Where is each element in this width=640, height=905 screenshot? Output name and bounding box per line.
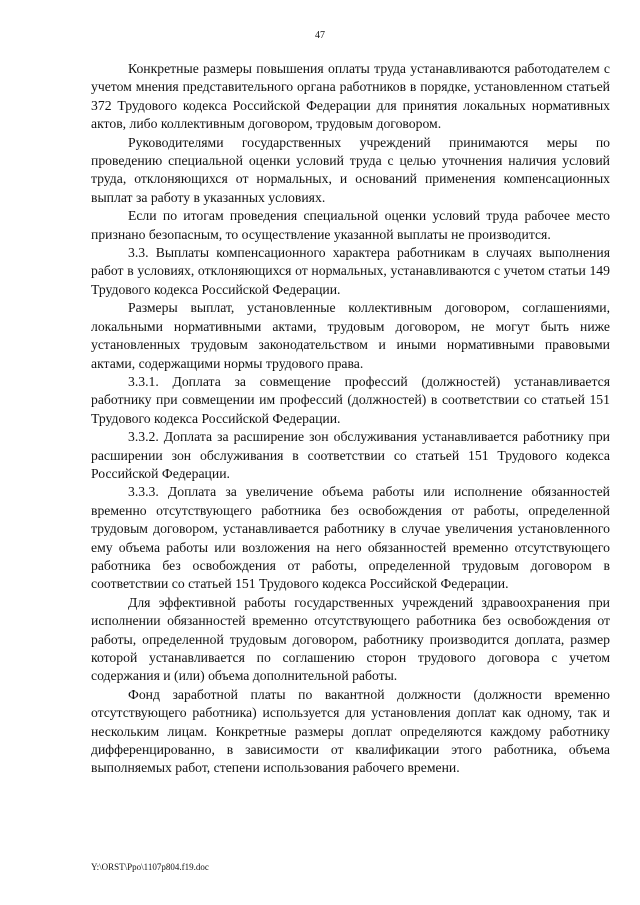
paragraph: Если по итогам проведения специальной оценки условий труда рабочее место признано безопасным, то осуществление указанной выплаты не производится. xyxy=(91,208,610,242)
page-number: 47 xyxy=(315,30,325,41)
paragraph: 3.3.2. Доплата за расширение зон обслуживания устанавливается работнику при расширении зон обслуживания в соответствии со статьей 151 Трудового кодекса Российской Федерации. xyxy=(91,429,610,481)
paragraph: 3.3.1. Доплата за совмещение профессий (должностей) устанавливается работнику при совмещении им профессий (должностей) в соответствии со статьей 151 Трудового кодекса Российской Федерации. xyxy=(91,373,610,426)
paragraph: 3.3. Выплаты компенсационного характера работникам в случаях выполнения работ в условиях, отклоняющихся от нормальных, устанавливаются с учетом статьи 149 Трудового кодекса Российской Федерации. xyxy=(91,245,610,297)
paragraph: Руководителями государственных учреждений принимаются меры по проведению специальной оценки условий труда с целью уточнения наличия условий труда, отклоняющихся от нормальных, и оснований применения компенсационных выплат за работу в указанных условиях. xyxy=(91,134,610,205)
paragraph: Конкретные размеры повышения оплаты труда устанавливаются работодателем с учетом мнения представительного органа работников в порядке, установленном статьей 372 Трудового кодекса Российской Федерации для принятия локальных нормативных актов, либо коллективным договором, трудовым договором. xyxy=(91,61,610,132)
paragraph: Фонд заработной платы по вакантной должности (должности временно отсутствующего работника) используется для установления доплат как одному, так и нескольким лицам. Конкретные размеры доплат определяются каждому работнику дифференцированно, в зависимости от квалификации этого работника, объема выполняемых работ, степени использования рабочего времени. xyxy=(91,686,610,776)
file-path-footer: Y:\ORST\Ppo\1107p804.f19.doc xyxy=(91,862,209,872)
document-body xyxy=(91,60,610,778)
paragraph: 3.3.3. Доплата за увеличение объема работы или исполнение обязанностей временно отсутствующего работника без освобождения от работы, определенной трудовым договором, устанавливается работнику в случае увеличения установленного ему объема работы или возложения на него обязанностей временно отсутствующего работника без освобождения от работы, определенной трудовым договором в соответствии со статьей 151 Трудового кодекса Российской Федерации. xyxy=(91,484,610,592)
paragraph: Для эффективной работы государственных учреждений здравоохранения при исполнении обязанностей временно отсутствующего работника без освобождения от работы, определенной трудовым договором, работнику производится доплата, размер которой устанавливается по соглашению сторон трудового договора с учетом содержания и (или) объема дополнительной работы. xyxy=(91,594,610,684)
paragraph: Размеры выплат, установленные коллективным договором, соглашениями, локальными нормативными актами, трудовым договором, не могут быть ниже установленных трудовым законодательством и иными нормативными правовыми актами, содержащими нормы трудового права. xyxy=(91,300,610,371)
